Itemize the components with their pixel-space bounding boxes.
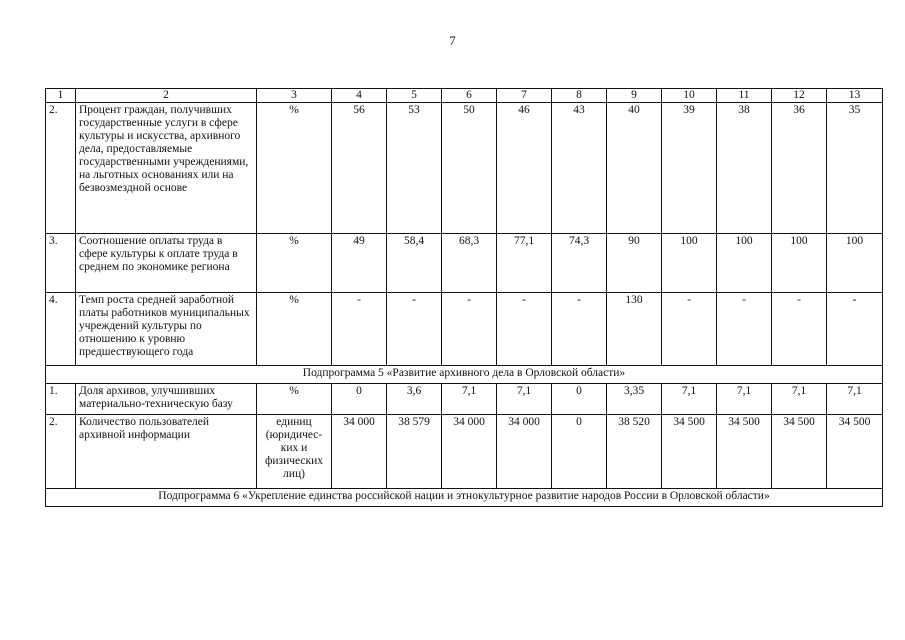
unit-cell: % bbox=[257, 234, 332, 293]
table-row bbox=[46, 384, 883, 415]
indicator-name: Темп роста средней заработной платы работников муниципальных учреждений культуры по отношению к уровню предшествующего года bbox=[76, 293, 257, 366]
value-cell: 0 bbox=[552, 384, 607, 415]
value-cell: 58,4 bbox=[387, 234, 442, 293]
header-cell: 13 bbox=[827, 89, 883, 103]
value-cell: 49 bbox=[332, 234, 387, 293]
value-cell: 34 000 bbox=[497, 415, 552, 489]
value-cell: 56 bbox=[332, 103, 387, 234]
value-cell: 34 000 bbox=[332, 415, 387, 489]
value-cell: 38 bbox=[717, 103, 772, 234]
indicator-name: Соотношение оплаты труда в сфере культуры к оплате труда в среднем по экономике региона bbox=[76, 234, 257, 293]
subprogram-row bbox=[46, 366, 883, 384]
header-cell: 12 bbox=[772, 89, 827, 103]
value-cell: 34 500 bbox=[772, 415, 827, 489]
value-cell: 34 500 bbox=[827, 415, 883, 489]
value-cell: - bbox=[497, 293, 552, 366]
value-cell: - bbox=[332, 293, 387, 366]
row-number: 2. bbox=[46, 103, 76, 234]
value-cell: - bbox=[717, 293, 772, 366]
value-cell: 7,1 bbox=[662, 384, 717, 415]
table-row bbox=[46, 234, 883, 293]
value-cell: 40 bbox=[607, 103, 662, 234]
header-cell: 6 bbox=[442, 89, 497, 103]
page-number: 7 bbox=[449, 33, 456, 48]
value-cell: - bbox=[442, 293, 497, 366]
value-cell: 77,1 bbox=[497, 234, 552, 293]
value-cell: 0 bbox=[332, 384, 387, 415]
table-row bbox=[46, 415, 883, 489]
indicator-name: Доля архивов, улучшивших материально-техническую базу bbox=[76, 384, 257, 415]
header-cell: 1 bbox=[46, 89, 76, 103]
value-cell: 35 bbox=[827, 103, 883, 234]
value-cell: - bbox=[662, 293, 717, 366]
value-cell: - bbox=[552, 293, 607, 366]
unit-cell: единиц (юридичес-ких и физических лиц) bbox=[257, 415, 332, 489]
subprogram-row bbox=[46, 489, 883, 507]
value-cell: 130 bbox=[607, 293, 662, 366]
value-cell: 36 bbox=[772, 103, 827, 234]
value-cell: 7,1 bbox=[717, 384, 772, 415]
table-row bbox=[46, 293, 883, 366]
value-cell: 7,1 bbox=[442, 384, 497, 415]
unit-cell: % bbox=[257, 103, 332, 234]
value-cell: 43 bbox=[552, 103, 607, 234]
header-cell: 3 bbox=[257, 89, 332, 103]
value-cell: 100 bbox=[717, 234, 772, 293]
header-cell: 2 bbox=[76, 89, 257, 103]
value-cell: 34 500 bbox=[717, 415, 772, 489]
row-number: 3. bbox=[46, 234, 76, 293]
value-cell: 90 bbox=[607, 234, 662, 293]
value-cell: 68,3 bbox=[442, 234, 497, 293]
value-cell: 7,1 bbox=[772, 384, 827, 415]
value-cell: 7,1 bbox=[497, 384, 552, 415]
value-cell: 100 bbox=[772, 234, 827, 293]
value-cell: - bbox=[827, 293, 883, 366]
row-number: 2. bbox=[46, 415, 76, 489]
value-cell: 7,1 bbox=[827, 384, 883, 415]
value-cell: 53 bbox=[387, 103, 442, 234]
subprogram-6-title: Подпрограмма 6 «Укрепление единства российской нации и этнокультурное развитие народов России в Орловской области» bbox=[46, 489, 883, 507]
value-cell: 38 579 bbox=[387, 415, 442, 489]
unit-cell: % bbox=[257, 384, 332, 415]
value-cell: 0 bbox=[552, 415, 607, 489]
header-cell: 11 bbox=[717, 89, 772, 103]
value-cell: 100 bbox=[827, 234, 883, 293]
header-cell: 4 bbox=[332, 89, 387, 103]
value-cell: 39 bbox=[662, 103, 717, 234]
unit-cell: % bbox=[257, 293, 332, 366]
value-cell: 3,35 bbox=[607, 384, 662, 415]
indicators-table bbox=[45, 88, 883, 507]
header-cell: 9 bbox=[607, 89, 662, 103]
value-cell: 46 bbox=[497, 103, 552, 234]
value-cell: - bbox=[772, 293, 827, 366]
table-row bbox=[46, 103, 883, 234]
header-row bbox=[46, 89, 883, 103]
value-cell: 38 520 bbox=[607, 415, 662, 489]
value-cell: 34 000 bbox=[442, 415, 497, 489]
header-cell: 5 bbox=[387, 89, 442, 103]
row-number: 4. bbox=[46, 293, 76, 366]
header-cell: 7 bbox=[497, 89, 552, 103]
value-cell: 3,6 bbox=[387, 384, 442, 415]
header-cell: 10 bbox=[662, 89, 717, 103]
value-cell: 74,3 bbox=[552, 234, 607, 293]
value-cell: 50 bbox=[442, 103, 497, 234]
value-cell: - bbox=[387, 293, 442, 366]
subprogram-5-title: Подпрограмма 5 «Развитие архивного дела в Орловской области» bbox=[46, 366, 883, 384]
indicator-name: Процент граждан, получивших государственные услуги в сфере культуры и искусства, архивного дела, предоставляемые государственными учреждениями, на льготных основаниях или на безвозмездной основе bbox=[76, 103, 257, 234]
row-number: 1. bbox=[46, 384, 76, 415]
indicator-name: Количество пользователей архивной информации bbox=[76, 415, 257, 489]
value-cell: 34 500 bbox=[662, 415, 717, 489]
value-cell: 100 bbox=[662, 234, 717, 293]
header-cell: 8 bbox=[552, 89, 607, 103]
